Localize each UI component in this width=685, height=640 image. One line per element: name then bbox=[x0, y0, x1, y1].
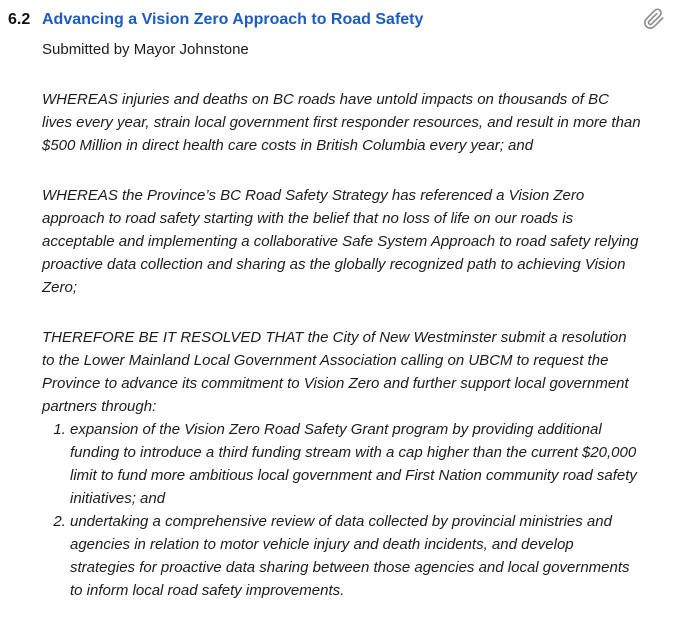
list-item: 1. expansion of the Vision Zero Road Safety Grant program by providing additional funding to introduce a third funding stream with a cap higher than the current $20,000 limit to fund more ambitious local government and First Nation community road safety initiatives; and bbox=[70, 418, 642, 510]
resolution-body bbox=[42, 88, 642, 602]
agenda-item-title-link[interactable]: Advancing a Vision Zero Approach to Road Safety bbox=[42, 11, 424, 28]
agenda-item-number: 6.2 bbox=[8, 11, 31, 28]
resolved-paragraph: THEREFORE BE IT RESOLVED THAT the City of New Westminster submit a resolution to the Lower Mainland Local Government Association calling on UBCM to request the Province to advance its commitment to Vision Zero and further support local government partners through: bbox=[42, 329, 629, 415]
resolution-list bbox=[42, 418, 642, 602]
list-item: 2. undertaking a comprehensive review of data collected by provincial ministries and agencies in relation to motor vehicle injury and death incidents, and develop strategies for proactive data sharing between those agencies and local governments to inform local road safety improvements. bbox=[70, 510, 642, 602]
attachment-button[interactable] bbox=[643, 8, 665, 30]
whereas-paragraph-2: WHEREAS the Province’s BC Road Safety Strategy has referenced a Vision Zero approach to road safety starting with the belief that no loss of life on our roads is acceptable and implementing a collaborative Safe System Approach to road safety relying proactive data collection and sharing as the globally recognized path to achieving Vision Zero; bbox=[42, 187, 639, 296]
agenda-item-header bbox=[0, 8, 685, 31]
submitted-by-text: Submitted by Mayor Johnstone bbox=[42, 41, 249, 58]
whereas-paragraph-1: WHEREAS injuries and deaths on BC roads have untold impacts on thousands of BC lives every year, strain local government first responder resources, and result in more than $500 Million in direct health care costs in British Columbia every year; and bbox=[42, 91, 641, 154]
paperclip-icon bbox=[643, 18, 665, 33]
